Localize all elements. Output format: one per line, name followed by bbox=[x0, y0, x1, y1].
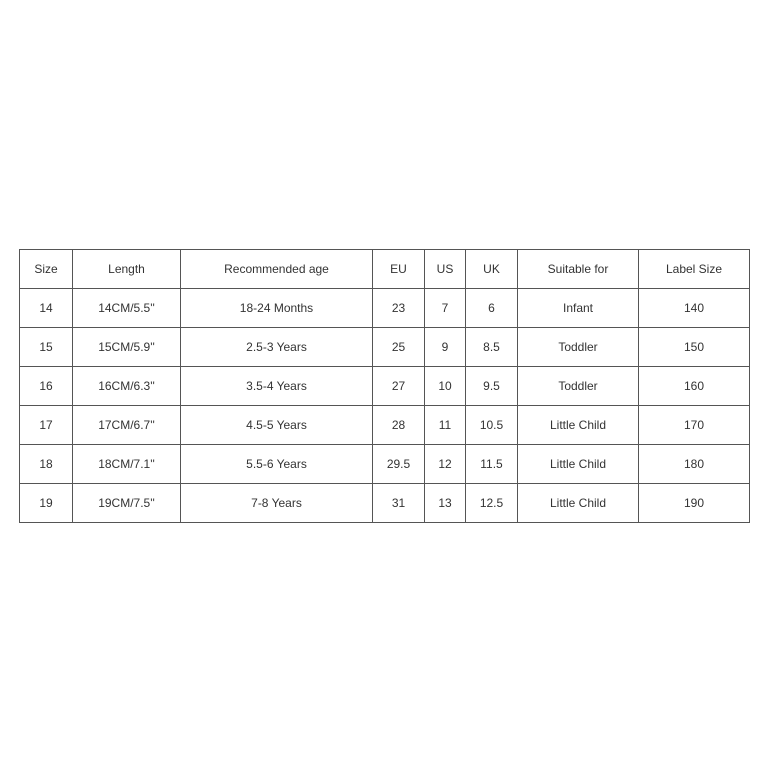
cell-length: 19CM/7.5'' bbox=[73, 484, 181, 523]
cell-eu: 28 bbox=[373, 406, 425, 445]
cell-label-size: 190 bbox=[639, 484, 750, 523]
header-us: US bbox=[425, 250, 466, 289]
header-label-size: Label Size bbox=[639, 250, 750, 289]
cell-uk: 8.5 bbox=[466, 328, 518, 367]
cell-us: 9 bbox=[425, 328, 466, 367]
table-row bbox=[20, 445, 750, 484]
cell-recommended-age: 4.5-5 Years bbox=[181, 406, 373, 445]
cell-eu: 25 bbox=[373, 328, 425, 367]
cell-suitable-for: Little Child bbox=[518, 484, 639, 523]
cell-us: 10 bbox=[425, 367, 466, 406]
cell-label-size: 160 bbox=[639, 367, 750, 406]
cell-eu: 23 bbox=[373, 289, 425, 328]
table-row bbox=[20, 328, 750, 367]
cell-us: 13 bbox=[425, 484, 466, 523]
cell-length: 18CM/7.1'' bbox=[73, 445, 181, 484]
cell-us: 7 bbox=[425, 289, 466, 328]
cell-size: 14 bbox=[20, 289, 73, 328]
cell-size: 19 bbox=[20, 484, 73, 523]
cell-length: 15CM/5.9'' bbox=[73, 328, 181, 367]
cell-uk: 10.5 bbox=[466, 406, 518, 445]
cell-eu: 29.5 bbox=[373, 445, 425, 484]
cell-recommended-age: 5.5-6 Years bbox=[181, 445, 373, 484]
header-recommended-age: Recommended age bbox=[181, 250, 373, 289]
header-eu: EU bbox=[373, 250, 425, 289]
cell-recommended-age: 18-24 Months bbox=[181, 289, 373, 328]
table-row bbox=[20, 406, 750, 445]
cell-label-size: 150 bbox=[639, 328, 750, 367]
cell-size: 18 bbox=[20, 445, 73, 484]
table-row bbox=[20, 367, 750, 406]
cell-suitable-for: Little Child bbox=[518, 445, 639, 484]
header-suitable-for: Suitable for bbox=[518, 250, 639, 289]
cell-suitable-for: Toddler bbox=[518, 367, 639, 406]
cell-eu: 31 bbox=[373, 484, 425, 523]
cell-length: 16CM/6.3'' bbox=[73, 367, 181, 406]
header-length: Length bbox=[73, 250, 181, 289]
cell-suitable-for: Little Child bbox=[518, 406, 639, 445]
cell-eu: 27 bbox=[373, 367, 425, 406]
cell-suitable-for: Infant bbox=[518, 289, 639, 328]
cell-recommended-age: 3.5-4 Years bbox=[181, 367, 373, 406]
cell-length: 14CM/5.5'' bbox=[73, 289, 181, 328]
cell-us: 11 bbox=[425, 406, 466, 445]
cell-label-size: 170 bbox=[639, 406, 750, 445]
cell-size: 16 bbox=[20, 367, 73, 406]
cell-recommended-age: 2.5-3 Years bbox=[181, 328, 373, 367]
cell-us: 12 bbox=[425, 445, 466, 484]
cell-length: 17CM/6.7'' bbox=[73, 406, 181, 445]
header-uk: UK bbox=[466, 250, 518, 289]
size-chart-table bbox=[19, 249, 750, 523]
cell-uk: 6 bbox=[466, 289, 518, 328]
cell-label-size: 140 bbox=[639, 289, 750, 328]
table-row bbox=[20, 289, 750, 328]
cell-uk: 9.5 bbox=[466, 367, 518, 406]
cell-recommended-age: 7-8 Years bbox=[181, 484, 373, 523]
cell-suitable-for: Toddler bbox=[518, 328, 639, 367]
table-row bbox=[20, 484, 750, 523]
cell-size: 15 bbox=[20, 328, 73, 367]
cell-uk: 11.5 bbox=[466, 445, 518, 484]
table-header-row bbox=[20, 250, 750, 289]
cell-size: 17 bbox=[20, 406, 73, 445]
cell-uk: 12.5 bbox=[466, 484, 518, 523]
header-size: Size bbox=[20, 250, 73, 289]
cell-label-size: 180 bbox=[639, 445, 750, 484]
